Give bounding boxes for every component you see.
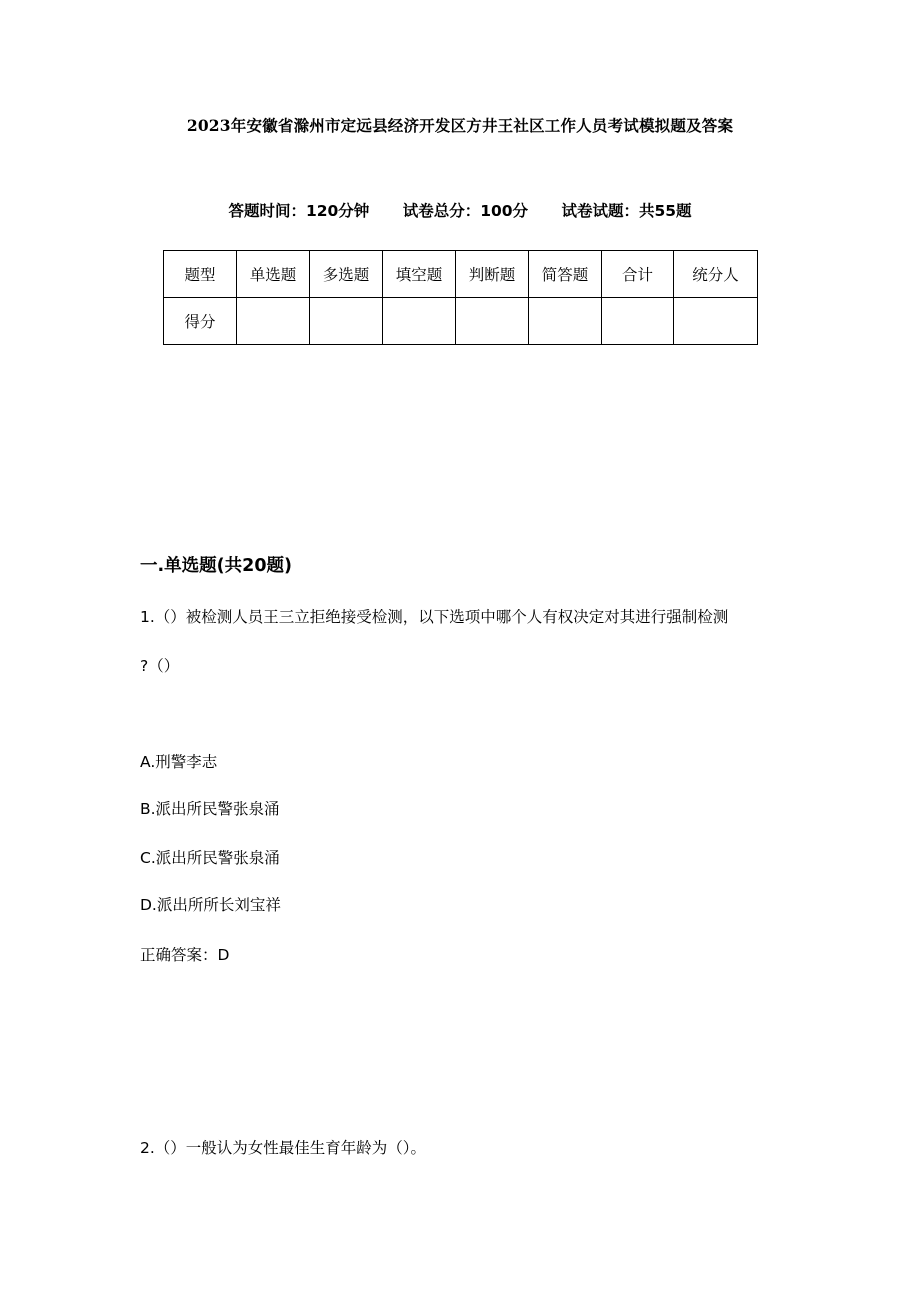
header-cell-single: 单选题 bbox=[237, 251, 310, 298]
header-cell-multi: 多选题 bbox=[310, 251, 383, 298]
score-cell bbox=[602, 298, 674, 345]
question-1-text-cont: ?（） bbox=[140, 657, 180, 675]
document-title: 2023年安徽省滁州市定远县经济开发区方井王社区工作人员考试模拟题及答案 bbox=[186, 116, 734, 135]
question-1-text: 1.（）被检测人员王三立拒绝接受检测，以下选项中哪个人有权决定对其进行强制检测 bbox=[140, 608, 729, 626]
header-cell-fill: 填空题 bbox=[383, 251, 456, 298]
exam-total-score: 试卷总分：100分 bbox=[402, 202, 529, 220]
option-b: B.派出所民警张泉涌 bbox=[140, 800, 280, 818]
score-cell bbox=[383, 298, 456, 345]
question-1-answer: 正确答案：D bbox=[140, 946, 230, 964]
header-cell-scorer: 统分人 bbox=[674, 251, 758, 298]
score-cell bbox=[529, 298, 602, 345]
option-d: D.派出所所长刘宝祥 bbox=[140, 896, 281, 914]
header-cell-judge: 判断题 bbox=[456, 251, 529, 298]
exam-question-count: 试卷试题：共55题 bbox=[561, 202, 692, 220]
score-table bbox=[163, 250, 758, 345]
exam-info bbox=[0, 199, 920, 221]
score-cell bbox=[674, 298, 758, 345]
option-a: A.刑警李志 bbox=[140, 753, 218, 771]
score-cell bbox=[310, 298, 383, 345]
header-cell-total: 合计 bbox=[602, 251, 674, 298]
score-cell bbox=[456, 298, 529, 345]
score-cell bbox=[237, 298, 310, 345]
section-heading: 一.单选题(共20题) bbox=[140, 556, 292, 576]
score-row-label: 得分 bbox=[164, 298, 237, 345]
header-cell-type: 题型 bbox=[164, 251, 237, 298]
score-table-header-row bbox=[164, 251, 758, 298]
score-table-score-row bbox=[164, 298, 758, 345]
question-2-text: 2.（）一般认为女性最佳生育年龄为（）。 bbox=[140, 1139, 427, 1157]
exam-duration: 答题时间：120分钟 bbox=[228, 202, 370, 220]
header-cell-short: 简答题 bbox=[529, 251, 602, 298]
option-c: C.派出所民警张泉涌 bbox=[140, 849, 280, 867]
